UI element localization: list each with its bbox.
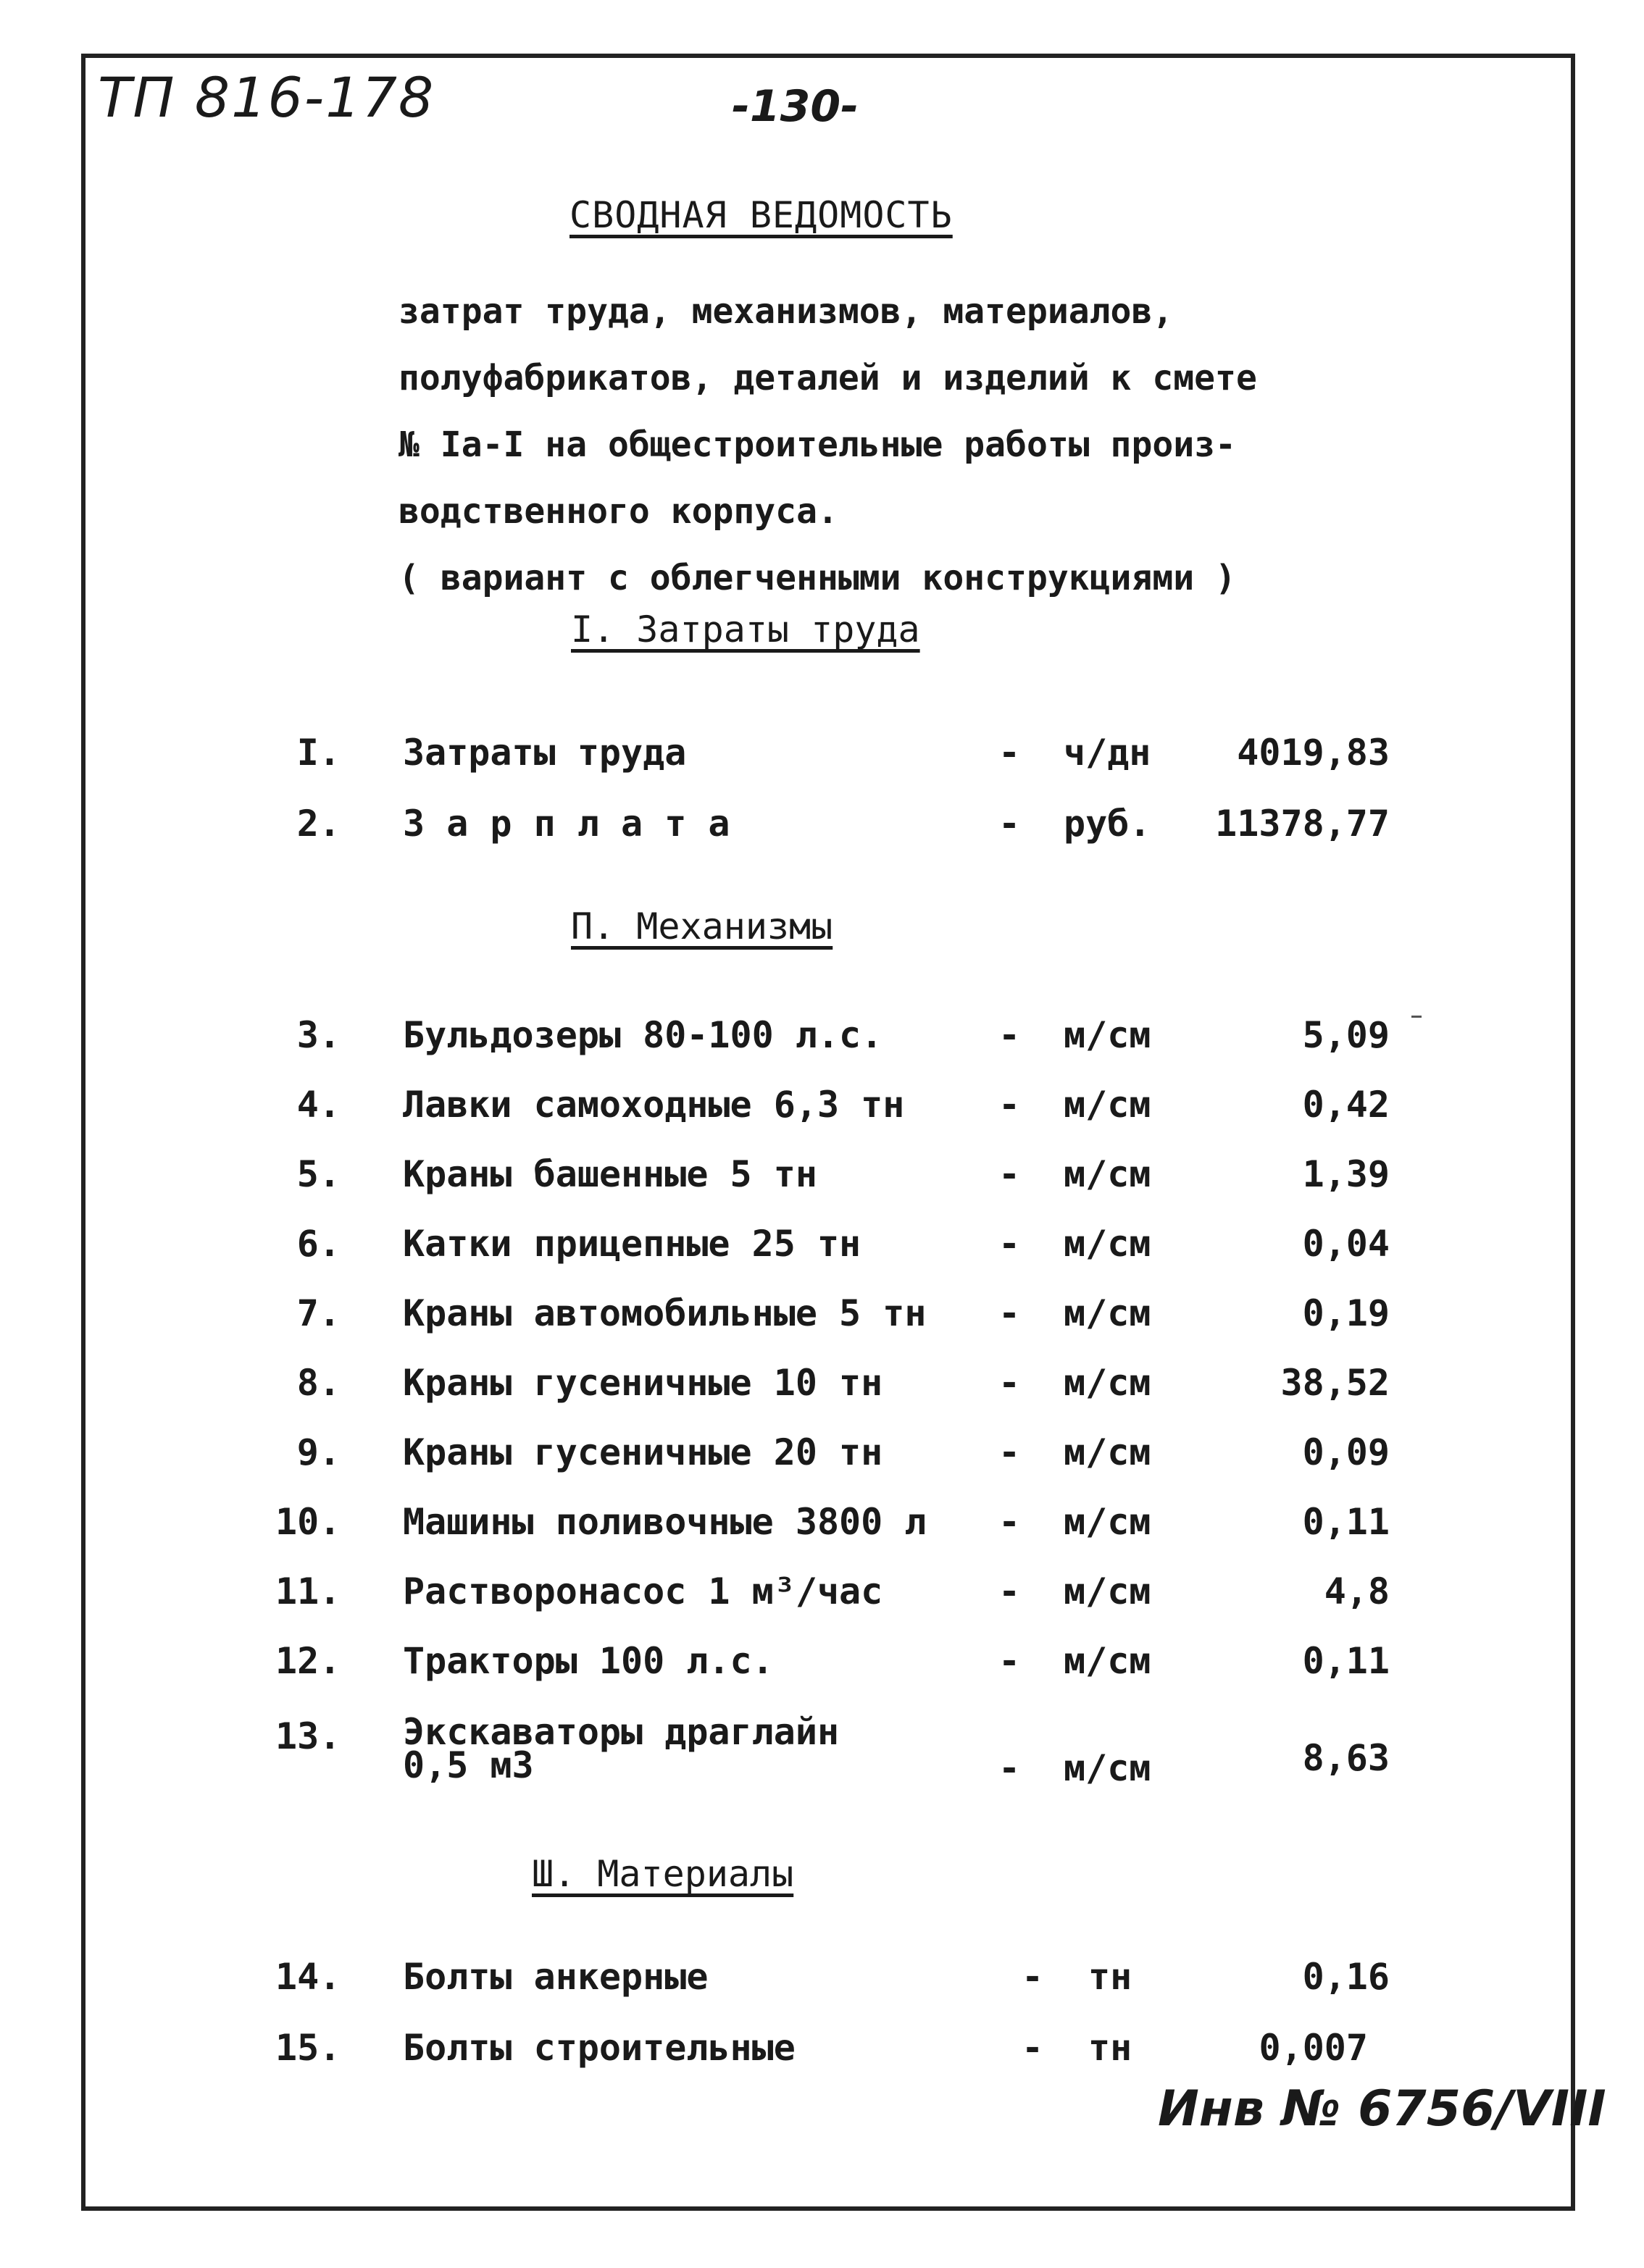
table-row — [0, 1711, 1644, 1817]
section-heading-materials: Ш. Материалы — [532, 1853, 794, 1895]
item-number: 5. — [296, 1153, 341, 1195]
item-unit: м/см — [1064, 1223, 1151, 1265]
item-name: Бульдозеры 80-100 л.с. — [403, 1014, 883, 1056]
item-dash: - — [998, 1747, 1021, 1789]
item-unit: м/см — [1064, 1570, 1151, 1612]
stray-pen-mark — [1411, 1016, 1422, 1018]
item-value: 0,11 — [1302, 1501, 1390, 1543]
item-unit: ч/дн — [1064, 732, 1151, 774]
item-name: Машины поливочные 3800 л — [403, 1501, 927, 1543]
item-unit: м/см — [1064, 1153, 1151, 1195]
table-row — [0, 1501, 1644, 1566]
item-value: 11378,77 — [1215, 803, 1390, 845]
intro-line: водственного корпуса. — [399, 491, 838, 532]
item-name: Затраты труда — [403, 732, 687, 774]
item-dash: - — [998, 1292, 1021, 1334]
page-number: -130- — [732, 81, 859, 132]
intro-line: ( вариант с облегченными конструкциями ) — [399, 558, 1236, 598]
item-number: 13. — [275, 1715, 341, 1757]
item-dash: - — [998, 1431, 1021, 1473]
item-value: 38,52 — [1280, 1362, 1390, 1404]
item-number: 7. — [296, 1292, 341, 1334]
item-number: 9. — [296, 1431, 341, 1473]
item-name: З а р п л а т а — [403, 803, 730, 845]
item-value: 1,39 — [1302, 1153, 1390, 1195]
item-unit: м/см — [1064, 1747, 1151, 1789]
item-name: Катки прицепные 25 тн — [403, 1223, 861, 1265]
item-unit: тн — [1088, 2027, 1132, 2069]
item-value: 4019,83 — [1237, 732, 1390, 774]
item-number: 10. — [275, 1501, 341, 1543]
item-name: Краны гусеничные 20 тн — [403, 1431, 883, 1473]
item-value: 0,11 — [1302, 1640, 1390, 1682]
table-row — [0, 1431, 1644, 1497]
item-value: 8,63 — [1302, 1737, 1390, 1779]
item-value: 0,09 — [1302, 1431, 1390, 1473]
item-name: Тракторы 100 л.с. — [403, 1640, 774, 1682]
item-unit: руб. — [1064, 803, 1151, 845]
item-dash: - — [1022, 1956, 1044, 1998]
table-row — [0, 732, 1644, 797]
item-dash: - — [998, 1084, 1021, 1126]
item-unit: м/см — [1064, 1640, 1151, 1682]
table-row — [0, 1223, 1644, 1288]
item-value: 0,42 — [1302, 1084, 1390, 1126]
table-row — [0, 1362, 1644, 1427]
item-dash: - — [998, 1153, 1021, 1195]
intro-paragraph — [399, 278, 1257, 611]
item-value: 0,007 — [1259, 2027, 1368, 2069]
item-number: 14. — [275, 1956, 341, 1998]
item-unit: м/см — [1064, 1014, 1151, 1056]
item-number: 15. — [275, 2027, 341, 2069]
table-row — [0, 1084, 1644, 1149]
item-name: Болты строительные — [403, 2027, 796, 2069]
item-name: Растворонасос 1 м³/час — [403, 1570, 883, 1612]
inventory-signature: Инв № 6756/VIII — [1158, 2080, 1606, 2138]
item-name: Болты анкерные — [403, 1956, 709, 1998]
item-number: 3. — [296, 1014, 341, 1056]
item-dash: - — [998, 1501, 1021, 1543]
item-number: 6. — [296, 1223, 341, 1265]
item-dash: - — [998, 1223, 1021, 1265]
item-name: Краны автомобильные 5 тн — [403, 1292, 927, 1334]
item-number: 4. — [296, 1084, 341, 1126]
item-dash: - — [998, 1570, 1021, 1612]
item-unit: м/см — [1064, 1362, 1151, 1404]
item-name: Краны башенные 5 тн — [403, 1153, 817, 1195]
item-value: 0,19 — [1302, 1292, 1390, 1334]
table-row — [0, 1640, 1644, 1705]
item-dash: - — [998, 803, 1021, 845]
item-unit: м/см — [1064, 1292, 1151, 1334]
item-number: I. — [296, 732, 341, 774]
item-unit: м/см — [1064, 1501, 1151, 1543]
item-dash: - — [998, 1014, 1021, 1056]
item-number: 8. — [296, 1362, 341, 1404]
item-unit: м/см — [1064, 1084, 1151, 1126]
item-name — [403, 1711, 840, 1786]
table-row — [0, 1014, 1644, 1079]
item-dash: - — [998, 732, 1021, 774]
document-code: ТП 816-178 — [98, 65, 435, 130]
item-number: 12. — [275, 1640, 341, 1682]
item-name-line: 0,5 м3 — [403, 1744, 534, 1786]
item-dash: - — [998, 1362, 1021, 1404]
item-name: Краны гусеничные 10 тн — [403, 1362, 883, 1404]
item-name: Лавки самоходные 6,3 тн — [403, 1084, 905, 1126]
item-number: 2. — [296, 803, 341, 845]
table-row — [0, 1570, 1644, 1636]
intro-line: затрат труда, механизмов, материалов, — [399, 291, 1174, 332]
section-heading-machinery: П. Механизмы — [571, 905, 833, 947]
item-value: 0,16 — [1302, 1956, 1390, 1998]
intro-line: № Iа-I на общестроительные работы произ- — [399, 424, 1236, 465]
item-value: 5,09 — [1302, 1014, 1390, 1056]
section-heading-labor: I. Затраты труда — [571, 608, 920, 650]
table-row — [0, 1153, 1644, 1218]
item-unit: м/см — [1064, 1431, 1151, 1473]
item-name-line: Экскаваторы драглайн — [403, 1711, 840, 1753]
item-value: 0,04 — [1302, 1223, 1390, 1265]
item-number: 11. — [275, 1570, 341, 1612]
item-dash: - — [1022, 2027, 1044, 2069]
item-value: 4,8 — [1324, 1570, 1390, 1612]
table-row — [0, 1956, 1644, 2021]
item-unit: тн — [1088, 1956, 1132, 1998]
table-row — [0, 1292, 1644, 1357]
intro-line: полуфабрикатов, деталей и изделий к смете — [399, 358, 1257, 398]
document-title: СВОДНАЯ ВЕДОМОСТЬ — [569, 194, 953, 236]
item-dash: - — [998, 1640, 1021, 1682]
table-row — [0, 803, 1644, 868]
